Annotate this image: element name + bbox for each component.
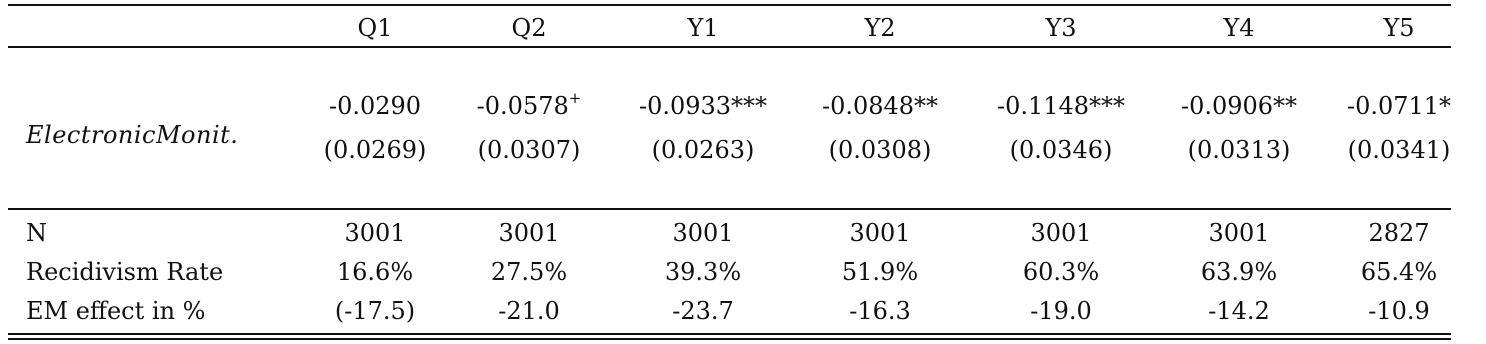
coefficient-q2: -0.0578+ [476,89,582,120]
recidivism-q1: 16.6% [336,258,414,286]
column-header-y5: Y5 [1383,14,1415,42]
row-label-n: N [26,219,47,247]
header-rule [8,46,1451,48]
em-effect-q2: -21.0 [498,297,560,325]
body-rule [8,208,1451,210]
std-error-y2: (0.0308) [828,136,932,164]
em-effect-y5: -10.9 [1368,297,1430,325]
n-y1: 3001 [672,219,734,247]
n-q1: 3001 [344,219,406,247]
n-q2: 3001 [498,219,560,247]
column-header-y4: Y4 [1223,14,1255,42]
coefficient-y5: -0.0711* [1346,92,1452,120]
top-rule [8,4,1451,6]
n-y4: 3001 [1208,219,1270,247]
recidivism-y2: 51.9% [841,258,919,286]
recidivism-y4: 63.9% [1200,258,1278,286]
coefficient-q1: -0.0290 [328,92,422,120]
column-header-y1: Y1 [687,14,719,42]
n-y3: 3001 [1030,219,1092,247]
n-y5: 2827 [1368,219,1430,247]
em-effect-y3: -19.0 [1030,297,1092,325]
em-effect-y1: -23.7 [672,297,734,325]
recidivism-q2: 27.5% [490,258,568,286]
coefficient-y2: -0.0848** [821,92,939,120]
row-label-electronic-monitoring: ElectronicMonit. [26,121,239,149]
std-error-y5: (0.0341) [1347,136,1451,164]
em-effect-y2: -16.3 [849,297,911,325]
std-error-q1: (0.0269) [323,136,427,164]
column-header-y2: Y2 [864,14,896,42]
recidivism-y5: 65.4% [1360,258,1438,286]
std-error-q2: (0.0307) [477,136,581,164]
n-y2: 3001 [849,219,911,247]
coefficient-y3: -0.1148*** [996,92,1126,120]
recidivism-y3: 60.3% [1022,258,1100,286]
row-label-em-effect: EM effect in % [26,297,206,325]
coefficient-y4: -0.0906** [1180,92,1298,120]
bottom-rule-2 [8,338,1451,340]
bottom-rule-1 [8,333,1451,335]
em-effect-q1: (-17.5) [334,297,416,325]
column-header-q2: Q2 [511,14,547,42]
coefficient-y1: -0.0933*** [638,92,768,120]
em-effect-y4: -14.2 [1208,297,1270,325]
column-header-y3: Y3 [1045,14,1077,42]
std-error-y3: (0.0346) [1009,136,1113,164]
column-header-q1: Q1 [357,14,393,42]
std-error-y4: (0.0313) [1187,136,1291,164]
std-error-y1: (0.0263) [651,136,755,164]
recidivism-y1: 39.3% [664,258,742,286]
row-label-recidivism-rate: Recidivism Rate [26,258,224,286]
